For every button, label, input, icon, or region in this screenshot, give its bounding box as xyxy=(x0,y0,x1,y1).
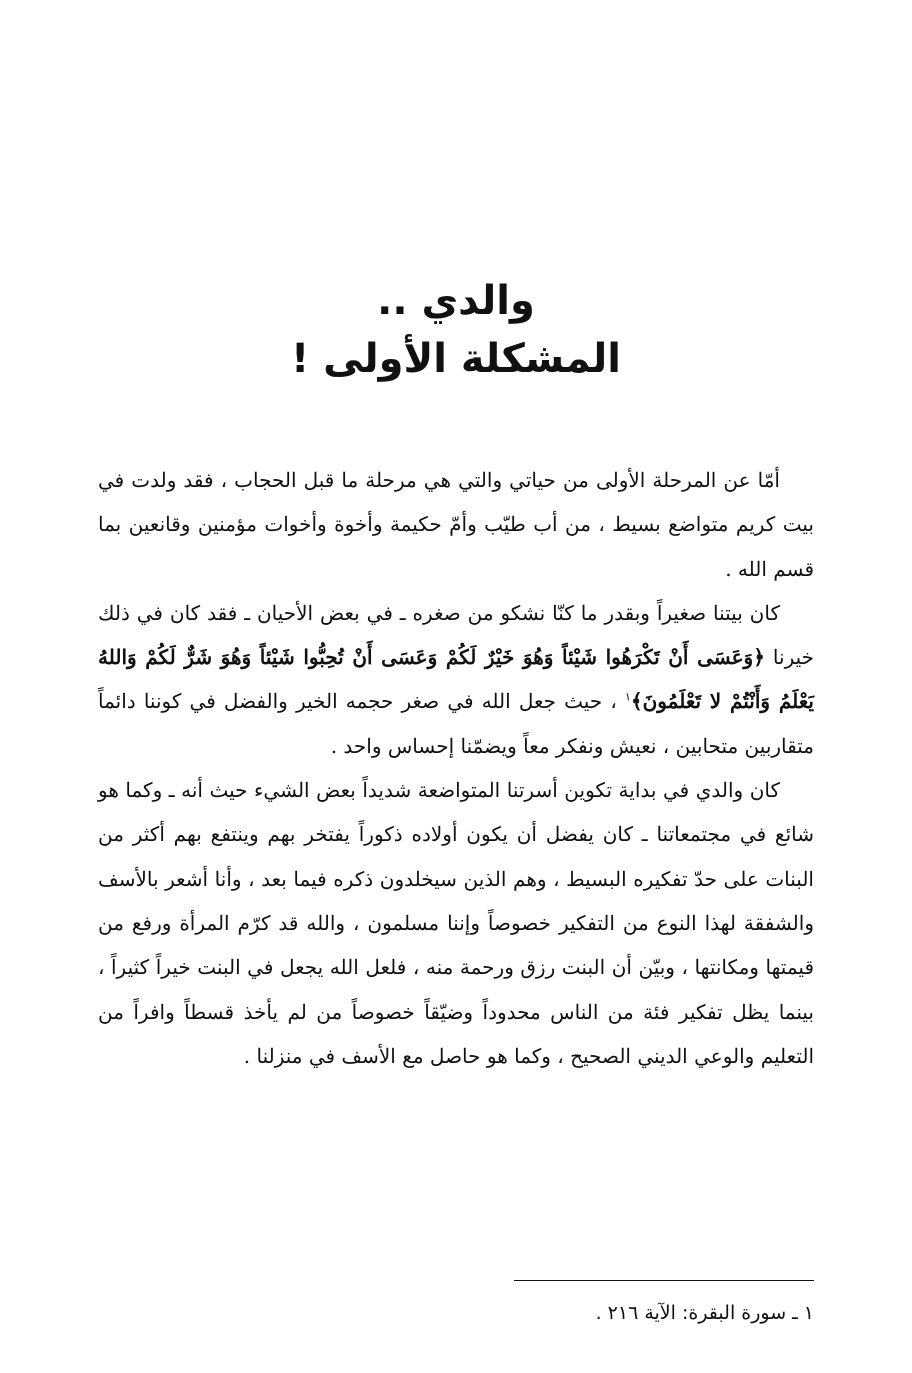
quran-verse: ﴿وَعَسَى أَنْ تَكْرَهُوا شَيْئاً وَهُوَ خَيْرٌ لَكُمْ وَعَسَى أَنْ تُحِبُّوا شَيْئاً وَهُوَ شَرٌّ لَكُمْ وَاللهُ يَعْلَمُ وَأَنْتُمْ لا تَعْلَمُونَ﴾ xyxy=(98,645,814,714)
chapter-title xyxy=(0,272,912,388)
paragraph-2 xyxy=(98,591,814,768)
paragraph-2-intro: كان بيتنا صغيراً وبقدر ما كنّا نشكو من صغره ـ في بعض الأحيان ـ فقد كان في ذلك خيرنا xyxy=(98,600,815,670)
footnote-reference-mark: ١ xyxy=(624,690,631,704)
paragraph-3: كان والدي في بداية تكوين أسرتنا المتواضعة شديداً بعض الشيء حيث أنه ـ وكما هو شائع في مجتمعاتنا ـ كان يفضل أن يكون أولاده ذكوراً يفتخر بهم وينتفع بهم أكثر من البنات على حدّ تفكيره البسيط ، وهم الذين سيخلدون ذكره فيما بعد ، وأنا أشعر بالأسف والشفقة لهذا النوع من التفكير خصوصاً وإننا مسلمون ، والله قد كرّم المرأة ورفع من قيمتها ومكانتها ، وبيّن أن البنت رزق ورحمة منه ، فلعل الله يجعل في البنت خيراً كثيراً ، بينما يظل تفكير فئة من الناس محدوداً وضيّقاً خصوصاً من لم يأخذ قسطاً وافراً من التعليم والوعي الديني الصحيح ، وكما هو حاصل مع الأسف في منزلنا . xyxy=(98,778,814,1068)
footnote: ١ ـ سورة البقرة: الآية ٢١٦ . xyxy=(595,1302,814,1324)
chapter-title-line-1: والدي .. xyxy=(377,278,535,324)
footnote-separator xyxy=(514,1280,814,1281)
chapter-title-line-2: المشكلة الأولى ! xyxy=(290,336,622,382)
chapter-body xyxy=(98,458,814,1078)
paragraph-1: أمّا عن المرحلة الأولى من حياتي والتي هي مرحلة ما قبل الحجاب ، فقد ولدت في بيت كريم متواضع بسيط ، من أب طيّب وأمّ حكيمة وأخوة وأخوات مؤمنين وقانعين بما قسم الله . xyxy=(98,468,814,581)
paragraph-2-continuation: ، حيث جعل الله في صغر حجمه الخير والفضل في كوننا دائماً متقاربين متحابين ، نعيش ونفكر معاً ويضمّنا إحساس واحد . xyxy=(98,689,814,758)
